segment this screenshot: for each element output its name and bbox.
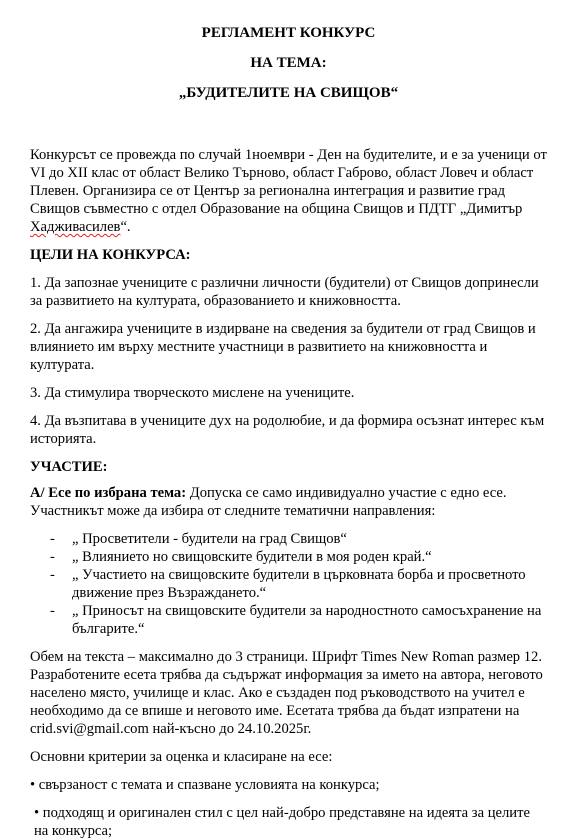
- dash-mark: -: [50, 549, 55, 565]
- essay-text: Допуска се само индивидуално участие с едно есе. Участникът може да избира от следните тематични направления:: [30, 485, 507, 519]
- goals-heading: ЦЕЛИ НА КОНКУРСА:: [30, 247, 191, 263]
- essay-label: А/ Есе по избрана тема:: [30, 485, 187, 501]
- dash-mark: -: [50, 567, 55, 583]
- intro-paragraph: [30, 146, 547, 236]
- criteria-heading: Основни критерии за оценка и класиране на есе:: [30, 749, 333, 765]
- topic-text: „ Влиянието но свищовските будители в моя роден край.“: [72, 549, 432, 565]
- criteria-item: • подходящ и оригинален стил с цел най-добро представяне на идеята за целите на конкурса;: [34, 805, 530, 839]
- criteria-item: • свързаност с темата и спазване условията на конкурса;: [30, 777, 380, 793]
- goal-item: 3. Да стимулира творческото мислене на учениците.: [30, 385, 355, 401]
- list-item: [30, 602, 547, 638]
- list-item: [30, 566, 547, 602]
- topic-text: „ Приносът на свищовските будители за народностното самосъхранение на българите.“: [72, 603, 542, 637]
- goal-item: 1. Да запознае учениците с различни личности (будители) от Свищов допринесли за развитието на културата, образованието и книжовността.: [30, 275, 539, 309]
- title-line-2: НА ТЕМА:: [250, 55, 327, 71]
- title-line-1: РЕГЛАМЕНТ КОНКУРС: [201, 25, 376, 41]
- dash-mark: -: [50, 531, 55, 547]
- essay-paragraph: [30, 484, 547, 520]
- intro-text-before: Конкурсът се провежда по случай 1ноември - Ден на будителите, и е за ученици от VI до XII клас от област Велико Търново, област Габрово, област Ловеч и област Плевен. Организира се от Център за регионална интеграция и развитие град Свищов съвместно с отдел Образование на община Свищов и ПДТГ „Димитър: [30, 147, 547, 217]
- list-item: [30, 548, 547, 566]
- intro-text-after: “.: [120, 219, 131, 235]
- goal-item: 2. Да ангажира учениците в издирване на сведения за будители от град Свищов и влиянието им върху местните участници в развитието на книжовността и културата.: [30, 321, 536, 373]
- title-line-3: „БУДИТЕЛИТЕ НА СВИЩОВ“: [178, 85, 399, 101]
- dash-mark: -: [50, 603, 55, 619]
- goal-item: 4. Да възпитава в учениците дух на родолюбие, и да формира осъзнат интерес към историята.: [30, 413, 545, 447]
- topic-text: „ Участието на свищовските будители в църковната борба и просветното движение през Възраждането.“: [72, 567, 526, 601]
- requirements-paragraph: Обем на текста – максимално до 3 страници. Шрифт Times New Roman размер 12. Разработените есета трябва да съдържат информация за името на автора, неговото населено място, училище и клас. Ако е създаден под ръководството на учител е необходимо да се впише и неговото име. Есетата трябва да бъдат изпратени на crid.svi@gmail.com най-късно до 24.10.2025г.: [30, 649, 543, 737]
- intro-spellcheck-word: Хадживасилев: [30, 219, 121, 235]
- participation-heading: УЧАСТИЕ:: [30, 459, 108, 475]
- topics-list: [30, 530, 547, 638]
- list-item: [30, 530, 547, 548]
- topic-text: „ Просветители - будители на град Свищов“: [72, 531, 347, 547]
